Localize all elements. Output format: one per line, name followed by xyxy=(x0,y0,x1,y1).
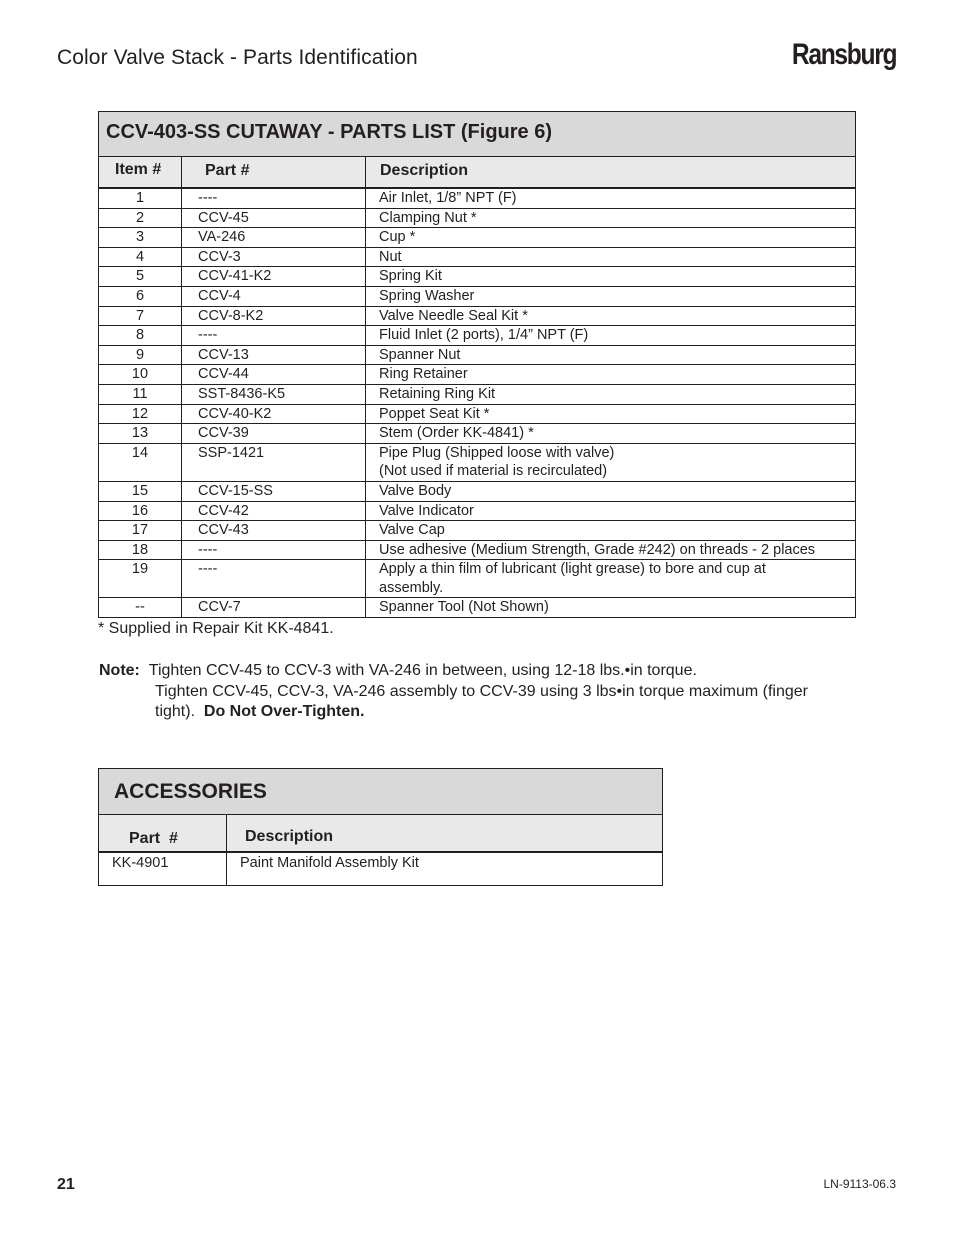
torque-note xyxy=(99,661,869,723)
description-cell: Cup * xyxy=(379,229,416,246)
item-cell: 6 xyxy=(99,287,182,306)
item-cell: 12 xyxy=(99,405,182,424)
part-number-cell: ---- xyxy=(182,189,366,208)
page-title: Color Valve Stack - Parts Identification xyxy=(57,46,418,69)
note-line-1: Tighten CCV-45 to CCV-3 with VA-246 in between, using 12-18 lbs.•in torque. xyxy=(148,662,697,679)
table-row xyxy=(99,189,855,209)
part-number-cell: CCV-40-K2 xyxy=(182,405,366,424)
part-number-cell: KK-4901 xyxy=(99,853,227,885)
brand-logo: Ransburg xyxy=(791,38,896,71)
item-cell: 18 xyxy=(99,541,182,560)
accessories-table xyxy=(98,768,663,886)
footnote: * Supplied in Repair Kit KK-4841. xyxy=(98,620,334,637)
table-row xyxy=(99,385,855,405)
accessories-header xyxy=(99,815,662,853)
item-cell: 4 xyxy=(99,248,182,267)
part-number-cell: CCV-3 xyxy=(182,248,366,267)
description-cell: Valve Cap xyxy=(379,522,445,539)
part-number-cell: SSP-1421 xyxy=(182,444,366,481)
part-number-cell: CCV-4 xyxy=(182,287,366,306)
parts-list-table xyxy=(98,111,856,618)
table-row xyxy=(99,424,855,444)
table-row xyxy=(99,598,855,617)
description-cell: Paint Manifold Assembly Kit xyxy=(240,855,419,871)
parts-list-title: CCV-403-SS CUTAWAY - PARTS LIST (Figure 6) xyxy=(99,112,855,157)
item-cell: 17 xyxy=(99,521,182,540)
table-row xyxy=(99,209,855,229)
part-number-cell: CCV-7 xyxy=(182,598,366,617)
page-number: 21 xyxy=(57,1176,75,1193)
item-cell: 14 xyxy=(99,444,182,481)
column-header-item: Item # xyxy=(99,157,182,187)
description-cell: Spring Kit xyxy=(379,268,442,285)
description-cell: Retaining Ring Kit xyxy=(379,385,496,402)
accessories-title: ACCESSORIES xyxy=(99,769,662,815)
table-row xyxy=(99,267,855,287)
table-row xyxy=(99,482,855,502)
table-row xyxy=(99,521,855,541)
item-cell: 10 xyxy=(99,365,182,384)
table-row xyxy=(99,541,855,561)
item-cell: 5 xyxy=(99,267,182,286)
part-number-cell: VA-246 xyxy=(182,228,366,247)
part-number-cell: SST-8436-K5 xyxy=(182,385,366,404)
item-cell: -- xyxy=(99,598,182,617)
item-cell: 7 xyxy=(99,307,182,326)
description-cell: Clamping Nut * xyxy=(379,209,477,226)
part-number-cell: CCV-42 xyxy=(182,502,366,521)
item-cell: 13 xyxy=(99,424,182,443)
description-cell: Stem (Order KK-4841) * xyxy=(379,425,534,442)
description-cell: Ring Retainer xyxy=(379,366,468,383)
column-header-description: Description xyxy=(380,162,469,179)
part-number-cell: CCV-39 xyxy=(182,424,366,443)
table-row xyxy=(99,228,855,248)
description-cell: Air Inlet, 1/8” NPT (F) xyxy=(379,190,517,206)
item-cell: 16 xyxy=(99,502,182,521)
item-cell: 15 xyxy=(99,482,182,501)
description-cell: Poppet Seat Kit * xyxy=(379,405,490,422)
part-number-cell: ---- xyxy=(182,541,366,560)
item-cell: 1 xyxy=(99,189,182,208)
column-header-part: Part # xyxy=(99,815,227,851)
note-label: Note: xyxy=(99,662,140,679)
part-number-cell: CCV-44 xyxy=(182,365,366,384)
part-number-cell: CCV-43 xyxy=(182,521,366,540)
description-cell: Valve Needle Seal Kit * xyxy=(379,307,528,324)
table-row xyxy=(99,248,855,268)
table-row xyxy=(99,853,662,885)
item-cell: 2 xyxy=(99,209,182,228)
description-cell: Nut xyxy=(379,248,402,265)
part-number-cell: CCV-8-K2 xyxy=(182,307,366,326)
description-cell: Apply a thin film of lubricant (light grease) to bore and cup at assembly. xyxy=(379,561,766,596)
part-number-cell: CCV-13 xyxy=(182,346,366,365)
table-row xyxy=(99,346,855,366)
table-row xyxy=(99,326,855,346)
table-row xyxy=(99,405,855,425)
document-id: LN-9113-06.3 xyxy=(823,1177,896,1191)
part-number-cell: ---- xyxy=(182,560,366,597)
part-number-cell: CCV-15-SS xyxy=(182,482,366,501)
part-number-cell: ---- xyxy=(182,326,366,345)
table-row xyxy=(99,502,855,522)
item-cell: 8 xyxy=(99,326,182,345)
parts-list-header xyxy=(99,157,855,189)
description-cell: Spanner Nut xyxy=(379,346,461,363)
item-cell: 3 xyxy=(99,228,182,247)
description-cell: Spring Washer xyxy=(379,287,475,304)
table-row xyxy=(99,307,855,327)
part-number-cell: CCV-45 xyxy=(182,209,366,228)
description-cell: Use adhesive (Medium Strength, Grade #242) on threads - 2 places xyxy=(379,541,816,558)
item-cell: 9 xyxy=(99,346,182,365)
note-emphasis: Do Not Over-Tighten. xyxy=(203,703,365,720)
table-row xyxy=(99,560,855,598)
description-cell: Pipe Plug (Shipped loose with valve) (Not used if material is recirculated) xyxy=(379,444,615,480)
column-header-part: Part # xyxy=(182,157,366,187)
description-cell: Fluid Inlet (2 ports), 1/4” NPT (F) xyxy=(379,327,589,344)
column-header-description: Description xyxy=(245,828,334,845)
item-cell: 19 xyxy=(99,560,182,597)
description-cell: Valve Body xyxy=(379,482,452,499)
table-row xyxy=(99,365,855,385)
table-row xyxy=(99,287,855,307)
description-cell: Spanner Tool (Not Shown) xyxy=(379,599,549,616)
item-cell: 11 xyxy=(99,385,182,404)
note-line-2: Tighten CCV-45, CCV-3, VA-246 assembly to CCV-39 using 3 lbs•in torque maximum (finger tight). xyxy=(155,682,808,720)
parts-list-body xyxy=(99,189,855,617)
table-row xyxy=(99,444,855,482)
part-number-cell: CCV-41-K2 xyxy=(182,267,366,286)
description-cell: Valve Indicator xyxy=(379,502,474,519)
